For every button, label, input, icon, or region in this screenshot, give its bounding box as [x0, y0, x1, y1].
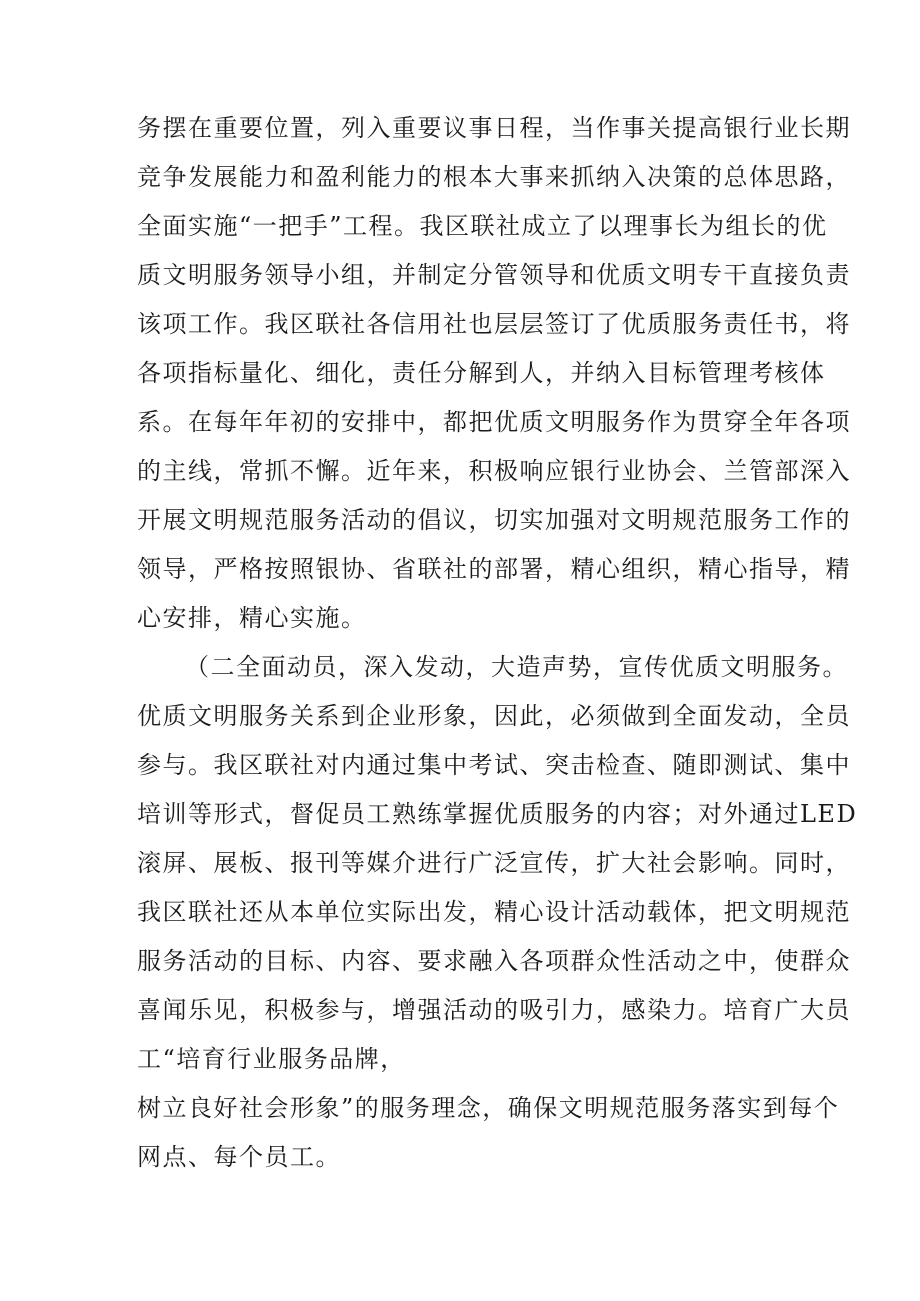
text-line: 开展文明规范服务活动的倡议，切实加强对文明规范服务工作的	[137, 506, 851, 534]
text-line: 培训等形式，督促员工熟练掌握优质服务的内容；对外通过LED	[137, 800, 858, 828]
text-line: 的主线，常抓不懈。近年来，积极响应银行业协会、兰管部深入	[137, 457, 851, 485]
text-line: 该项工作。我区联社各信用社也层层签订了优质服务责任书，将	[137, 310, 851, 338]
text-line: 参与。我区联社对内通过集中考试、突击检查、随即测试、集中	[137, 751, 851, 779]
text-line: 网点、每个员工。	[137, 1143, 341, 1171]
text-line: 竞争发展能力和盈利能力的根本大事来抓纳入决策的总体思路，	[137, 163, 851, 191]
text-line: 系。在每年年初的安排中，都把优质文明服务作为贯穿全年各项	[137, 408, 851, 436]
text-line: 工“培育行业服务品牌，	[137, 1045, 406, 1073]
paragraph-heading: （二全面动员，深入发动，大造声势，宣传优质文明服务。	[185, 653, 848, 681]
text-line: 优质文明服务关系到企业形象，因此，必须做到全面发动，全员	[137, 702, 851, 730]
text-line: 心安排，精心实施。	[137, 604, 367, 632]
text-line: 喜闻乐见，积极参与，增强活动的吸引力，感染力。培育广大员	[137, 996, 851, 1024]
text-line: 树立良好社会形象”的服务理念，确保文明规范服务落实到每个	[137, 1094, 840, 1122]
text-line: 服务活动的目标、内容、要求融入各项群众性活动之中，使群众	[137, 947, 851, 975]
text-line: 务摆在重要位置，列入重要议事日程，当作事关提高银行业长期	[137, 114, 851, 142]
text-line: 滚屏、展板、报刊等媒介进行广泛宣传，扩大社会影响。同时，	[137, 849, 851, 877]
text-line: 质文明服务领导小组，并制定分管领导和优质文明专干直接负责	[137, 261, 851, 289]
text-line: 我区联社还从本单位实际出发，精心设计活动载体，把文明规范	[137, 898, 851, 926]
text-line: 各项指标量化、细化，责任分解到人，并纳入目标管理考核体	[137, 359, 826, 387]
text-line: 全面实施“一把手”工程。我区联社成立了以理事长为组长的优	[137, 212, 828, 240]
text-line: 领导，严格按照银协、省联社的部署，精心组织，精心指导，精	[137, 555, 851, 583]
